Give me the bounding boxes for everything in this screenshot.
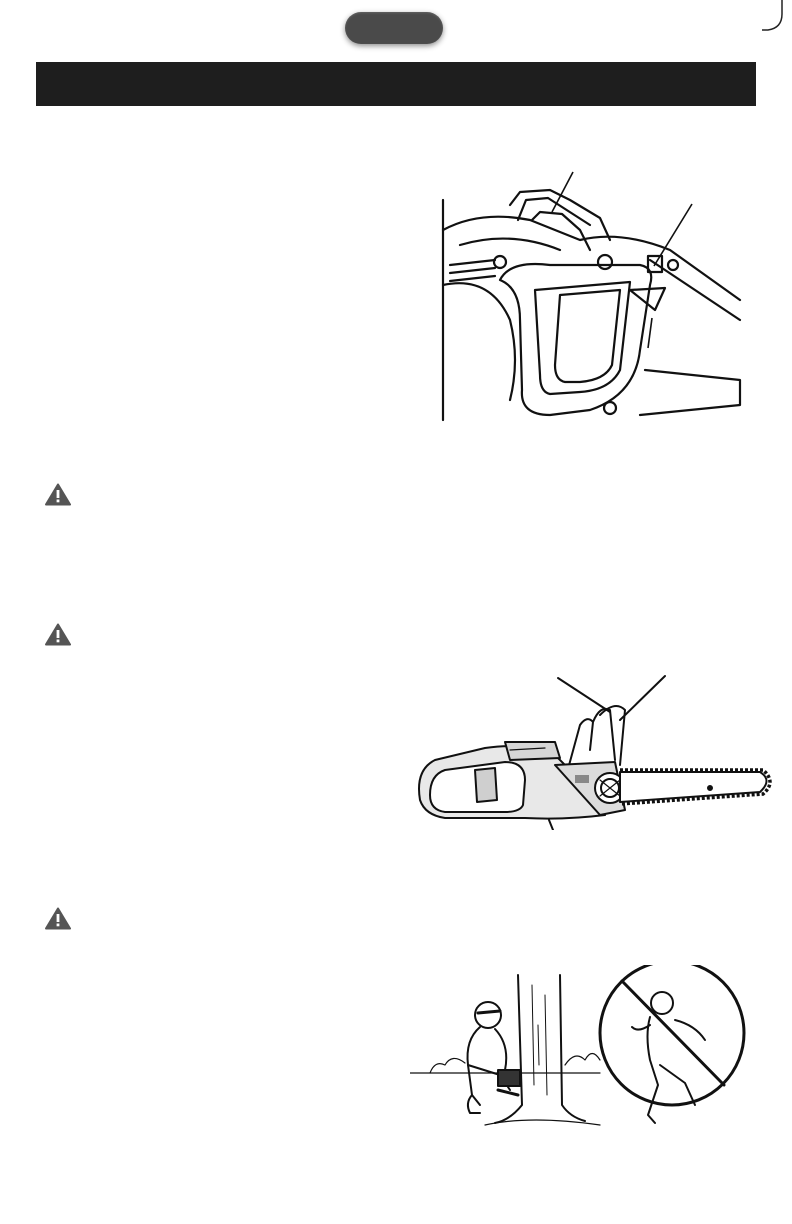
felling-tree-figure <box>410 965 750 1145</box>
section-header-bar <box>36 62 756 106</box>
chain-saw-side-figure <box>415 670 777 830</box>
section-tab <box>345 12 443 44</box>
warning-triangle-icon <box>45 483 71 506</box>
crop-mark <box>762 0 792 40</box>
warning-triangle-icon <box>45 907 71 930</box>
handle-detail-figure <box>440 170 744 422</box>
warning-triangle-icon <box>45 623 71 646</box>
